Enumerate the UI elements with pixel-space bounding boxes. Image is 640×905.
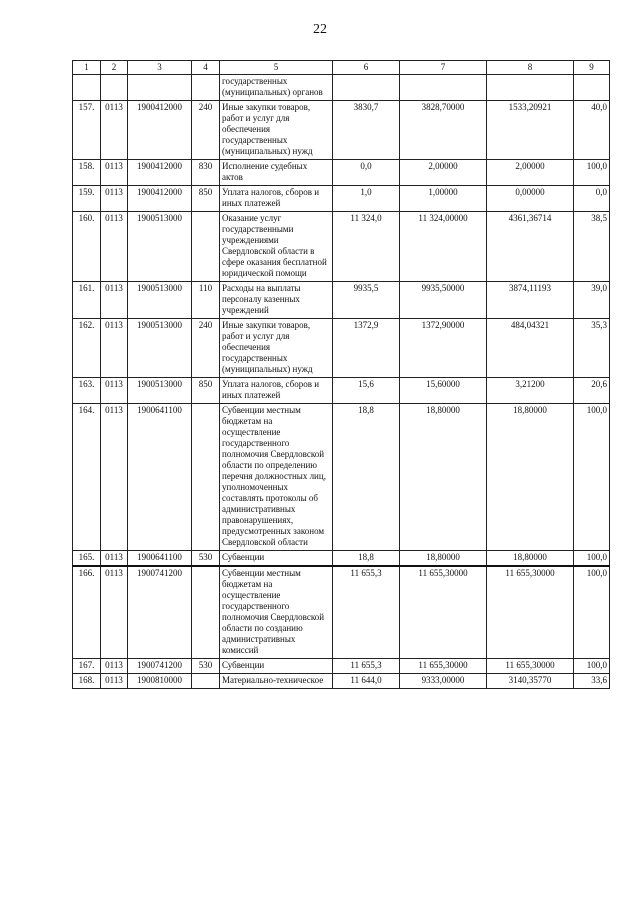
table-row — [73, 282, 610, 319]
plan-amount: 15,6 — [333, 378, 400, 404]
plan-amount: 3830,7 — [333, 101, 400, 160]
plan-amount: 11 655,3 — [333, 566, 400, 659]
refined-amount: 15,60000 — [400, 378, 487, 404]
item-name: Материально-техническое — [220, 674, 333, 689]
item-name: Иные закупки товаров, работ и услуг для обеспечения государственных (муниципальных) нужд — [220, 101, 333, 160]
expense-type-code — [192, 566, 220, 659]
plan-amount: 18,8 — [333, 551, 400, 567]
column-header: 6 — [333, 61, 400, 75]
execution-percent: 35,3 — [574, 319, 610, 378]
execution-percent: 38,5 — [574, 212, 610, 282]
plan-amount — [333, 75, 400, 101]
table-row — [73, 186, 610, 212]
executed-amount: 3,21200 — [487, 378, 574, 404]
executed-amount: 484,04321 — [487, 319, 574, 378]
refined-amount: 18,80000 — [400, 404, 487, 551]
item-name: Уплата налогов, сборов и иных платежей — [220, 378, 333, 404]
refined-amount: 2,00000 — [400, 160, 487, 186]
row-number: 157. — [73, 101, 101, 160]
refined-amount: 3828,70000 — [400, 101, 487, 160]
section-code: 0113 — [101, 186, 128, 212]
execution-percent: 100,0 — [574, 659, 610, 674]
plan-amount: 0,0 — [333, 160, 400, 186]
row-number: 158. — [73, 160, 101, 186]
plan-amount: 1,0 — [333, 186, 400, 212]
item-name: Субвенции местным бюджетам на осуществление государственного полномочия Свердловской области по определению перечня должностных лиц, уполномоченных составлять протоколы об административных правонарушениях, предусмотренных законом Свердловской области — [220, 404, 333, 551]
executed-amount: 2,00000 — [487, 160, 574, 186]
target-item-code: 1900810000 — [128, 674, 192, 689]
refined-amount: 18,80000 — [400, 551, 487, 567]
section-code: 0113 — [101, 659, 128, 674]
expense-type-code: 240 — [192, 319, 220, 378]
executed-amount: 18,80000 — [487, 404, 574, 551]
execution-percent — [574, 75, 610, 101]
executed-amount: 1533,20921 — [487, 101, 574, 160]
target-item-code: 1900412000 — [128, 160, 192, 186]
plan-amount: 11 644,0 — [333, 674, 400, 689]
expense-type-code: 850 — [192, 378, 220, 404]
target-item-code: 1900741200 — [128, 566, 192, 659]
item-name: Уплата налогов, сборов и иных платежей — [220, 186, 333, 212]
target-item-code: 1900641100 — [128, 551, 192, 567]
execution-percent: 100,0 — [574, 566, 610, 659]
table-row — [73, 566, 610, 659]
item-name: Исполнение судебных актов — [220, 160, 333, 186]
execution-percent: 0,0 — [574, 186, 610, 212]
plan-amount: 1372,9 — [333, 319, 400, 378]
item-name: Оказание услуг государственными учреждениями Свердловской области в сфере оказания бесплатной юридической помощи — [220, 212, 333, 282]
column-header: 8 — [487, 61, 574, 75]
target-item-code: 1900513000 — [128, 319, 192, 378]
expense-type-code: 830 — [192, 160, 220, 186]
plan-amount: 11 655,3 — [333, 659, 400, 674]
target-item-code: 1900412000 — [128, 186, 192, 212]
expense-type-code — [192, 75, 220, 101]
section-code: 0113 — [101, 566, 128, 659]
refined-amount: 9333,00000 — [400, 674, 487, 689]
row-number: 164. — [73, 404, 101, 551]
expense-type-code: 850 — [192, 186, 220, 212]
budget-table — [72, 60, 610, 689]
table-row — [73, 378, 610, 404]
execution-percent: 39,0 — [574, 282, 610, 319]
target-item-code: 1900412000 — [128, 101, 192, 160]
target-item-code — [128, 75, 192, 101]
execution-percent: 40,0 — [574, 101, 610, 160]
row-number: 168. — [73, 674, 101, 689]
table-row — [73, 160, 610, 186]
section-code: 0113 — [101, 551, 128, 567]
row-number: 167. — [73, 659, 101, 674]
item-name: Расходы на выплаты персоналу казенных учреждений — [220, 282, 333, 319]
row-number: 166. — [73, 566, 101, 659]
section-code: 0113 — [101, 378, 128, 404]
item-name: Иные закупки товаров, работ и услуг для обеспечения государственных (муниципальных) нужд — [220, 319, 333, 378]
execution-percent: 100,0 — [574, 551, 610, 567]
expense-type-code — [192, 404, 220, 551]
expense-type-code: 530 — [192, 551, 220, 567]
expense-type-code: 110 — [192, 282, 220, 319]
section-code — [101, 75, 128, 101]
page-number: 22 — [313, 22, 327, 37]
table-row — [73, 659, 610, 674]
section-code: 0113 — [101, 674, 128, 689]
column-header: 1 — [73, 61, 101, 75]
row-number — [73, 75, 101, 101]
execution-percent: 20,6 — [574, 378, 610, 404]
table-row — [73, 75, 610, 101]
row-number: 159. — [73, 186, 101, 212]
row-number: 160. — [73, 212, 101, 282]
item-name: государственных (муниципальных) органов — [220, 75, 333, 101]
column-header: 9 — [574, 61, 610, 75]
item-name: Субвенции местным бюджетам на осуществление государственного полномочия Свердловской области по созданию административных комиссий — [220, 566, 333, 659]
expense-type-code — [192, 674, 220, 689]
target-item-code: 1900513000 — [128, 212, 192, 282]
refined-amount: 11 655,30000 — [400, 659, 487, 674]
section-code: 0113 — [101, 101, 128, 160]
item-name: Субвенции — [220, 551, 333, 567]
refined-amount — [400, 75, 487, 101]
target-item-code: 1900641100 — [128, 404, 192, 551]
column-header: 4 — [192, 61, 220, 75]
expense-type-code: 530 — [192, 659, 220, 674]
refined-amount: 11 324,00000 — [400, 212, 487, 282]
executed-amount: 11 655,30000 — [487, 566, 574, 659]
executed-amount: 3874,11193 — [487, 282, 574, 319]
expense-type-code — [192, 212, 220, 282]
executed-amount: 11 655,30000 — [487, 659, 574, 674]
refined-amount: 9935,50000 — [400, 282, 487, 319]
executed-amount: 0,00000 — [487, 186, 574, 212]
column-header: 3 — [128, 61, 192, 75]
section-code: 0113 — [101, 282, 128, 319]
plan-amount: 18,8 — [333, 404, 400, 551]
row-number: 165. — [73, 551, 101, 567]
column-header: 2 — [101, 61, 128, 75]
execution-percent: 33,6 — [574, 674, 610, 689]
target-item-code: 1900513000 — [128, 378, 192, 404]
column-header: 7 — [400, 61, 487, 75]
item-name: Субвенции — [220, 659, 333, 674]
column-header: 5 — [220, 61, 333, 75]
target-item-code: 1900741200 — [128, 659, 192, 674]
plan-amount: 9935,5 — [333, 282, 400, 319]
table-row — [73, 212, 610, 282]
table-header-row — [73, 61, 610, 75]
table-row — [73, 319, 610, 378]
plan-amount: 11 324,0 — [333, 212, 400, 282]
refined-amount: 1,00000 — [400, 186, 487, 212]
table-row — [73, 404, 610, 551]
table-row — [73, 674, 610, 689]
refined-amount: 11 655,30000 — [400, 566, 487, 659]
section-code: 0113 — [101, 212, 128, 282]
target-item-code: 1900513000 — [128, 282, 192, 319]
section-code: 0113 — [101, 319, 128, 378]
section-code: 0113 — [101, 160, 128, 186]
execution-percent: 100,0 — [574, 160, 610, 186]
section-code: 0113 — [101, 404, 128, 551]
executed-amount: 3140,35770 — [487, 674, 574, 689]
executed-amount: 18,80000 — [487, 551, 574, 567]
row-number: 163. — [73, 378, 101, 404]
refined-amount: 1372,90000 — [400, 319, 487, 378]
executed-amount: 4361,36714 — [487, 212, 574, 282]
executed-amount — [487, 75, 574, 101]
table-row — [73, 101, 610, 160]
row-number: 162. — [73, 319, 101, 378]
execution-percent: 100,0 — [574, 404, 610, 551]
expense-type-code: 240 — [192, 101, 220, 160]
row-number: 161. — [73, 282, 101, 319]
table-row — [73, 551, 610, 567]
